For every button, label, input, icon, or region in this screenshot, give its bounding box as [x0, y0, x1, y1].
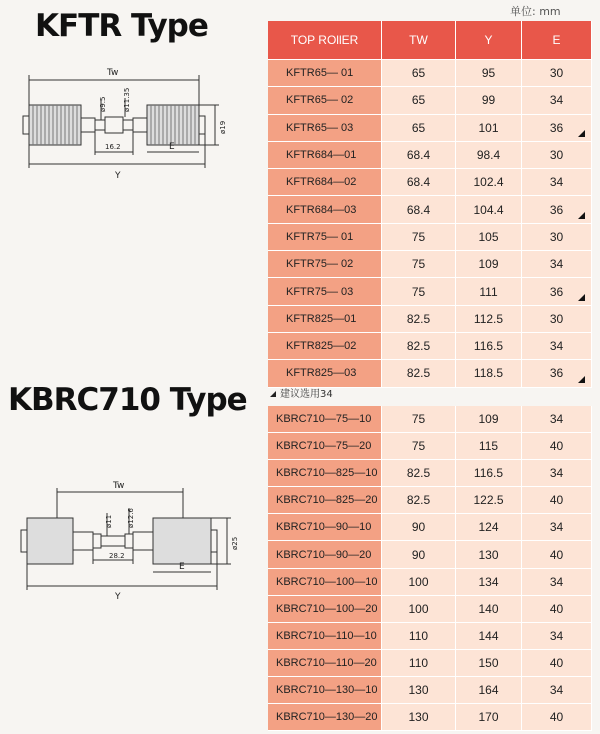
cell-y: 150 [456, 650, 522, 677]
cell-y: 130 [456, 541, 522, 568]
cell-y: 124 [456, 514, 522, 541]
cell-y: 118.5 [456, 360, 522, 387]
cell-model: KBRC710—100—10 [268, 569, 382, 596]
cell-y: 98.4 [456, 142, 522, 169]
cell-model: KBRC710—90—10 [268, 514, 382, 541]
cell-tw: 68.4 [382, 169, 456, 196]
cell-model: KBRC710—130—20 [268, 704, 382, 731]
cell-tw: 82.5 [382, 306, 456, 333]
kftr-dim-d3: ø19 [219, 120, 227, 134]
cell-tw: 130 [382, 677, 456, 704]
recommended-marker-icon [578, 376, 585, 383]
table-row [268, 142, 592, 169]
kftr-dim-e: E [169, 142, 175, 152]
cell-model: KBRC710—75—10 [268, 406, 382, 433]
table-row [268, 541, 592, 568]
cell-tw: 110 [382, 650, 456, 677]
recommended-marker-icon [578, 212, 585, 219]
table-row [268, 306, 592, 333]
cell-y: 134 [456, 569, 522, 596]
table-row [268, 87, 592, 114]
cell-e: 30 [522, 142, 592, 169]
cell-model: KBRC710—825—20 [268, 487, 382, 514]
table-row [268, 169, 592, 196]
cell-model: KFTR825—03 [268, 360, 382, 387]
cell-model: KBRC710—110—20 [268, 650, 382, 677]
cell-e: 34 [522, 333, 592, 360]
cell-e: 30 [522, 306, 592, 333]
kbrc-spec-table [268, 406, 592, 731]
table-row [268, 224, 592, 251]
cell-model: KFTR825—02 [268, 333, 382, 360]
cell-y: 144 [456, 623, 522, 650]
table-row [268, 433, 592, 460]
cell-model: KFTR825—01 [268, 306, 382, 333]
cell-model: KFTR65— 03 [268, 115, 382, 142]
table-row [268, 487, 592, 514]
cell-y: 95 [456, 60, 522, 87]
cell-model: KBRC710—825—10 [268, 460, 382, 487]
header-top-roller: TOP ROllER [268, 21, 382, 60]
cell-e: 34 [522, 251, 592, 278]
cell-e: 34 [522, 460, 592, 487]
note-text: 建议选用34 [280, 389, 333, 400]
cell-e: 34 [522, 87, 592, 114]
cell-y: 170 [456, 704, 522, 731]
cell-e: 36 [522, 278, 592, 305]
kbrc-dim-tw: Tw [113, 481, 125, 491]
cell-tw: 68.4 [382, 196, 456, 223]
cell-model: KFTR75— 01 [268, 224, 382, 251]
kftr-dim-d1: ø9.5 [99, 96, 107, 112]
cell-e: 36 [522, 360, 592, 387]
cell-model: KBRC710—110—10 [268, 623, 382, 650]
cell-y: 104.4 [456, 196, 522, 223]
cell-y: 99 [456, 87, 522, 114]
cell-model: KFTR684—01 [268, 142, 382, 169]
table-row [268, 650, 592, 677]
cell-e: 40 [522, 433, 592, 460]
kftr-dim-len: 16.2 [105, 143, 121, 151]
cell-y: 102.4 [456, 169, 522, 196]
cell-model: KFTR65— 01 [268, 60, 382, 87]
cell-tw: 75 [382, 406, 456, 433]
cell-tw: 82.5 [382, 360, 456, 387]
cell-y: 111 [456, 278, 522, 305]
table-row [268, 623, 592, 650]
triangle-marker-icon [270, 391, 276, 397]
cell-y: 116.5 [456, 460, 522, 487]
cell-tw: 100 [382, 569, 456, 596]
cell-y: 112.5 [456, 306, 522, 333]
unit-label: 单位: mm [510, 5, 561, 18]
cell-tw: 65 [382, 87, 456, 114]
cell-model: KFTR684—02 [268, 169, 382, 196]
cell-tw: 75 [382, 224, 456, 251]
kftr-dim-y: Y [115, 171, 121, 181]
table-row [268, 360, 592, 387]
table-row [268, 60, 592, 87]
table-row [268, 115, 592, 142]
cell-e: 30 [522, 224, 592, 251]
cell-tw: 82.5 [382, 333, 456, 360]
cell-model: KBRC710—100—20 [268, 596, 382, 623]
cell-model: KFTR65— 02 [268, 87, 382, 114]
table-row [268, 569, 592, 596]
kftr-dim-d2: ø11.35 [123, 87, 131, 112]
recommendation-note [270, 385, 333, 400]
kftr-dim-tw: Tw [107, 68, 119, 78]
table-row [268, 514, 592, 541]
cell-e: 34 [522, 569, 592, 596]
cell-tw: 75 [382, 278, 456, 305]
table-header-row [268, 21, 592, 60]
cell-e: 34 [522, 514, 592, 541]
kbrc-title: KBRC710 Type [8, 382, 247, 418]
cell-tw: 68.4 [382, 142, 456, 169]
cell-y: 164 [456, 677, 522, 704]
cell-tw: 65 [382, 115, 456, 142]
cell-e: 36 [522, 196, 592, 223]
recommended-marker-icon [578, 130, 585, 137]
cell-y: 109 [456, 406, 522, 433]
kbrc-dim-d2: ø12.6 [127, 508, 135, 528]
kbrc-dim-y: Y [115, 592, 121, 602]
table-row [268, 677, 592, 704]
table-row [268, 704, 592, 731]
kbrc-dim-d3: ø25 [231, 536, 239, 550]
cell-e: 40 [522, 704, 592, 731]
kftr-title: KFTR Type [35, 8, 208, 44]
cell-tw: 100 [382, 596, 456, 623]
cell-e: 34 [522, 406, 592, 433]
header-y: Y [456, 21, 522, 60]
cell-tw: 75 [382, 251, 456, 278]
table-row [268, 333, 592, 360]
cell-e: 40 [522, 650, 592, 677]
kbrc-dim-len: 28.2 [109, 552, 125, 560]
cell-e: 40 [522, 487, 592, 514]
cell-tw: 65 [382, 60, 456, 87]
cell-tw: 82.5 [382, 460, 456, 487]
kbrc-roller-drawing [15, 478, 265, 618]
cell-tw: 90 [382, 514, 456, 541]
table-row [268, 460, 592, 487]
cell-y: 116.5 [456, 333, 522, 360]
cell-tw: 82.5 [382, 487, 456, 514]
cell-e: 34 [522, 169, 592, 196]
table-row [268, 251, 592, 278]
cell-y: 115 [456, 433, 522, 460]
cell-tw: 110 [382, 623, 456, 650]
cell-tw: 130 [382, 704, 456, 731]
header-tw: TW [382, 21, 456, 60]
cell-y: 140 [456, 596, 522, 623]
kbrc-dim-d1: ø11 [105, 514, 113, 528]
kbrc-dim-e: E [179, 562, 185, 572]
cell-model: KFTR75— 03 [268, 278, 382, 305]
cell-e: 34 [522, 623, 592, 650]
cell-model: KBRC710—75—20 [268, 433, 382, 460]
cell-e: 36 [522, 115, 592, 142]
table-row [268, 196, 592, 223]
recommended-marker-icon [578, 294, 585, 301]
kftr-roller-drawing [15, 60, 265, 220]
header-e: E [522, 21, 592, 60]
cell-y: 101 [456, 115, 522, 142]
cell-e: 34 [522, 677, 592, 704]
cell-y: 105 [456, 224, 522, 251]
cell-y: 122.5 [456, 487, 522, 514]
cell-model: KFTR75— 02 [268, 251, 382, 278]
cell-e: 30 [522, 60, 592, 87]
cell-tw: 90 [382, 541, 456, 568]
kftr-spec-table [268, 21, 592, 388]
cell-y: 109 [456, 251, 522, 278]
cell-model: KBRC710—90—20 [268, 541, 382, 568]
cell-model: KFTR684—03 [268, 196, 382, 223]
table-row [268, 278, 592, 305]
cell-tw: 75 [382, 433, 456, 460]
cell-model: KBRC710—130—10 [268, 677, 382, 704]
table-row [268, 596, 592, 623]
table-row [268, 406, 592, 433]
cell-e: 40 [522, 596, 592, 623]
cell-e: 40 [522, 541, 592, 568]
